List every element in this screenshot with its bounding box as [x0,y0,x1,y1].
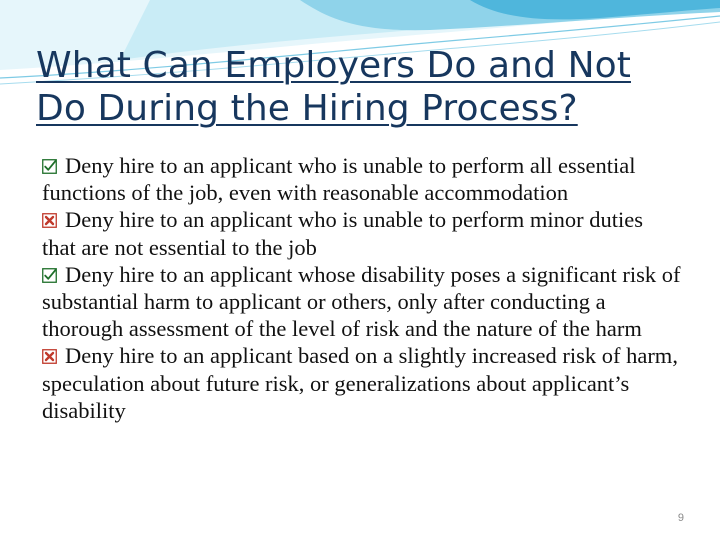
checkbox-x-icon [42,349,57,364]
slide-number: 9 [677,512,684,524]
checkbox-checked-icon [42,159,57,174]
bullet-text: Deny hire to an applicant who is unable to perform minor duties that are not essential to the job [42,207,643,260]
bullet-list [42,152,682,424]
bullet-text: Deny hire to an applicant who is unable to perform all essential functions of the job, even with reasonable accommodation [42,153,636,206]
bullet-item [42,342,682,424]
bullet-item [42,261,682,343]
slide-title-line-2: Do During the Hiring Process? [36,88,578,129]
slide-title [36,44,676,130]
bullet-item [42,206,682,260]
checkbox-checked-icon [42,268,57,283]
bullet-text: Deny hire to an applicant whose disability poses a significant risk of substantial harm to applicant or others, only after conducting a thorough assessment of the level of risk and the nature of the harm [42,261,681,342]
bullet-text: Deny hire to an applicant based on a slightly increased risk of harm, speculation about future risk, or generalizations about applicant’s disability [42,343,678,423]
slide-title-line-1: What Can Employers Do and Not [36,45,631,86]
bullet-item [42,152,682,206]
checkbox-x-icon [42,213,57,228]
